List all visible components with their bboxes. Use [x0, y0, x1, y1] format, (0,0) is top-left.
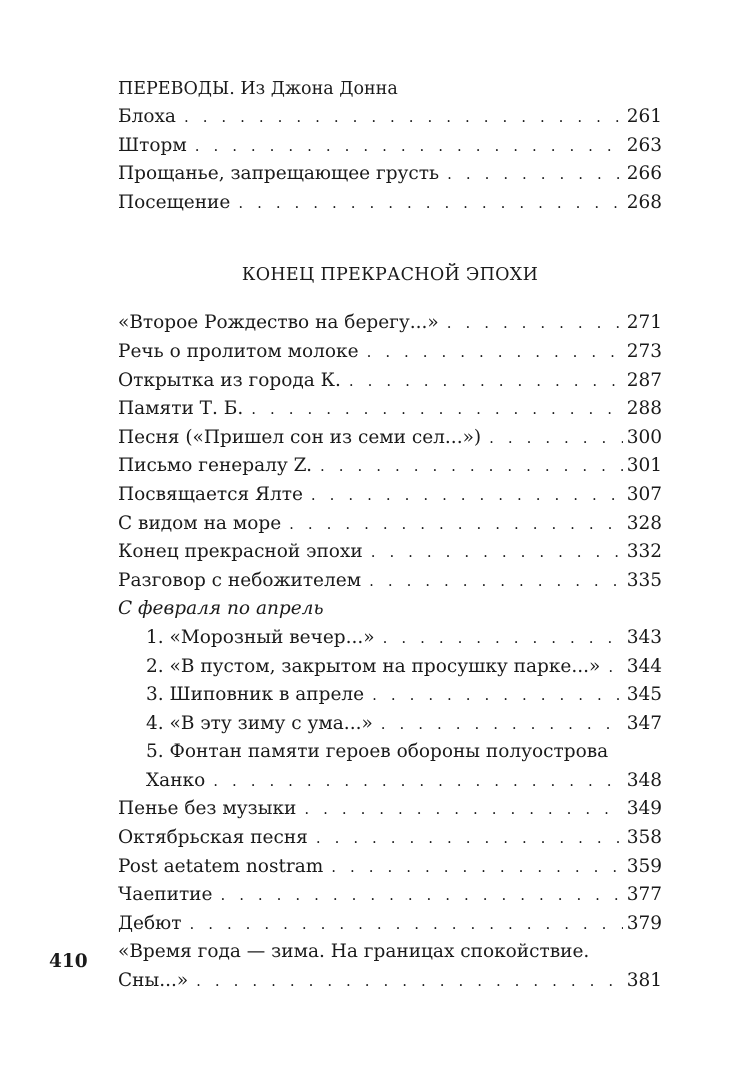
toc-entry	[118, 853, 662, 882]
entry-title: Речь о пролитом молоке	[118, 340, 359, 362]
leader-dots	[369, 567, 623, 596]
entry-page: 358	[626, 827, 662, 849]
entry-title: Письмо генералу Z.	[118, 455, 313, 477]
entry-page: 379	[626, 912, 662, 934]
leader-dots	[195, 132, 623, 161]
entry-page: 268	[626, 191, 662, 213]
entry-title: С видом на море	[118, 512, 282, 534]
entry-page: 287	[626, 369, 662, 391]
toc-entry	[118, 881, 662, 910]
entry-page: 332	[626, 541, 662, 563]
leader-dots	[238, 189, 622, 218]
entry-title: Песня («Пришел сон из семи сел...»)	[118, 426, 482, 448]
toc-entry	[118, 103, 662, 132]
leader-dots	[213, 767, 622, 796]
leader-dots	[372, 681, 623, 710]
toc-entry	[118, 538, 662, 567]
leader-dots	[320, 452, 623, 481]
entry-title-line: «Время года — зима. На границах спокойствие.	[118, 941, 590, 963]
entry-title: «Второе Рождество на берегу...»	[118, 312, 439, 334]
toc-entry	[118, 910, 662, 939]
toc-entry	[118, 160, 662, 189]
entry-title: 4. «В эту зиму с ума...»	[146, 712, 373, 734]
entry-page: 263	[626, 134, 662, 156]
entry-title: Блоха	[118, 106, 176, 127]
table-of-contents	[118, 75, 662, 996]
entry-page: 335	[626, 569, 662, 591]
leader-dots	[349, 367, 623, 396]
entry-title: Открытка из города К.	[118, 369, 341, 391]
entry-title: Октябрьская песня	[118, 827, 308, 849]
toc-entry	[118, 967, 662, 996]
leader-dots	[447, 160, 623, 189]
entry-title: Посещение	[118, 191, 231, 213]
entry-page: 345	[626, 684, 662, 706]
entry-page: 348	[626, 769, 662, 791]
toc-subentry	[118, 710, 662, 739]
toc-subentry	[118, 624, 662, 653]
entry-title: 1. «Морозный вечер...»	[146, 626, 375, 648]
entry-page: 347	[626, 712, 662, 734]
entry-title: 2. «В пустом, закрытом на просушку парке...»	[146, 655, 601, 677]
toc-entry	[118, 338, 662, 367]
entry-page: 301	[626, 455, 662, 477]
section-heading-translations: ПЕРЕВОДЫ. Из Джона Донна	[118, 79, 398, 99]
entry-title: 3. Шиповник в апреле	[146, 684, 365, 706]
entry-title: Пенье без музыки	[118, 798, 297, 820]
cycle-title: С февраля по апрель	[118, 598, 324, 620]
toc-entry	[118, 824, 662, 853]
toc-entry	[118, 189, 662, 218]
toc-subentry	[118, 681, 662, 710]
toc-entry	[118, 132, 662, 161]
leader-dots	[489, 424, 623, 453]
entry-page: 288	[626, 398, 662, 420]
leader-dots	[367, 338, 623, 367]
toc-entry	[118, 567, 662, 596]
leader-dots	[371, 538, 623, 567]
entry-title: Дебют	[118, 912, 182, 934]
toc-entry	[118, 424, 662, 453]
leader-dots	[304, 795, 622, 824]
entry-page: 344	[626, 655, 662, 677]
entry-title: Памяти Т. Б.	[118, 398, 244, 420]
toc-entry	[118, 795, 662, 824]
leader-dots	[220, 881, 622, 910]
entry-page: 377	[626, 884, 662, 906]
entry-title: Ханко	[146, 769, 206, 791]
leader-dots	[251, 395, 622, 424]
entry-page: 328	[626, 512, 662, 534]
entry-page: 300	[626, 426, 662, 448]
entry-title: Прощанье, запрещающее грусть	[118, 163, 440, 185]
part-title: КОНЕЦ ПРЕКРАСНОЙ ЭПОХИ	[241, 265, 539, 286]
entry-page: 271	[626, 312, 662, 334]
leader-dots	[447, 309, 623, 338]
entry-page: 359	[626, 855, 662, 877]
entry-page: 273	[626, 340, 662, 362]
entry-page: 266	[626, 163, 662, 185]
toc-entry	[118, 481, 662, 510]
toc-entry	[118, 309, 662, 338]
toc-subentry	[118, 653, 662, 682]
toc-entry	[118, 367, 662, 396]
entry-title: Посвящается Ялте	[118, 483, 303, 505]
toc-entry	[118, 510, 662, 539]
entry-page: 349	[626, 798, 662, 820]
entry-title: Сны...»	[118, 970, 189, 992]
leader-dots	[316, 824, 623, 853]
toc-entry	[118, 395, 662, 424]
toc-entry	[118, 452, 662, 481]
leader-dots	[383, 624, 623, 653]
entry-page: 307	[626, 483, 662, 505]
entry-page: 261	[626, 106, 662, 127]
entry-title: Шторм	[118, 134, 187, 156]
leader-dots	[331, 853, 622, 882]
leader-dots	[189, 910, 622, 939]
entry-title: Разговор с небожителем	[118, 569, 362, 591]
entry-page: 343	[626, 626, 662, 648]
leader-dots	[196, 967, 623, 996]
page-number: 410	[49, 951, 88, 972]
entry-title: Конец прекрасной эпохи	[118, 541, 363, 563]
leader-dots	[311, 481, 623, 510]
leader-dots	[381, 710, 623, 739]
leader-dots	[289, 510, 623, 539]
toc-subentry	[118, 767, 662, 796]
leader-dots	[184, 103, 623, 132]
leader-dots	[608, 653, 622, 682]
entry-page: 381	[626, 970, 662, 992]
entry-title: Чаепитие	[118, 884, 213, 906]
entry-title-line: 5. Фонтан памяти героев обороны полуострова	[146, 741, 609, 763]
entry-title: Post aetatem nostram	[118, 855, 324, 877]
